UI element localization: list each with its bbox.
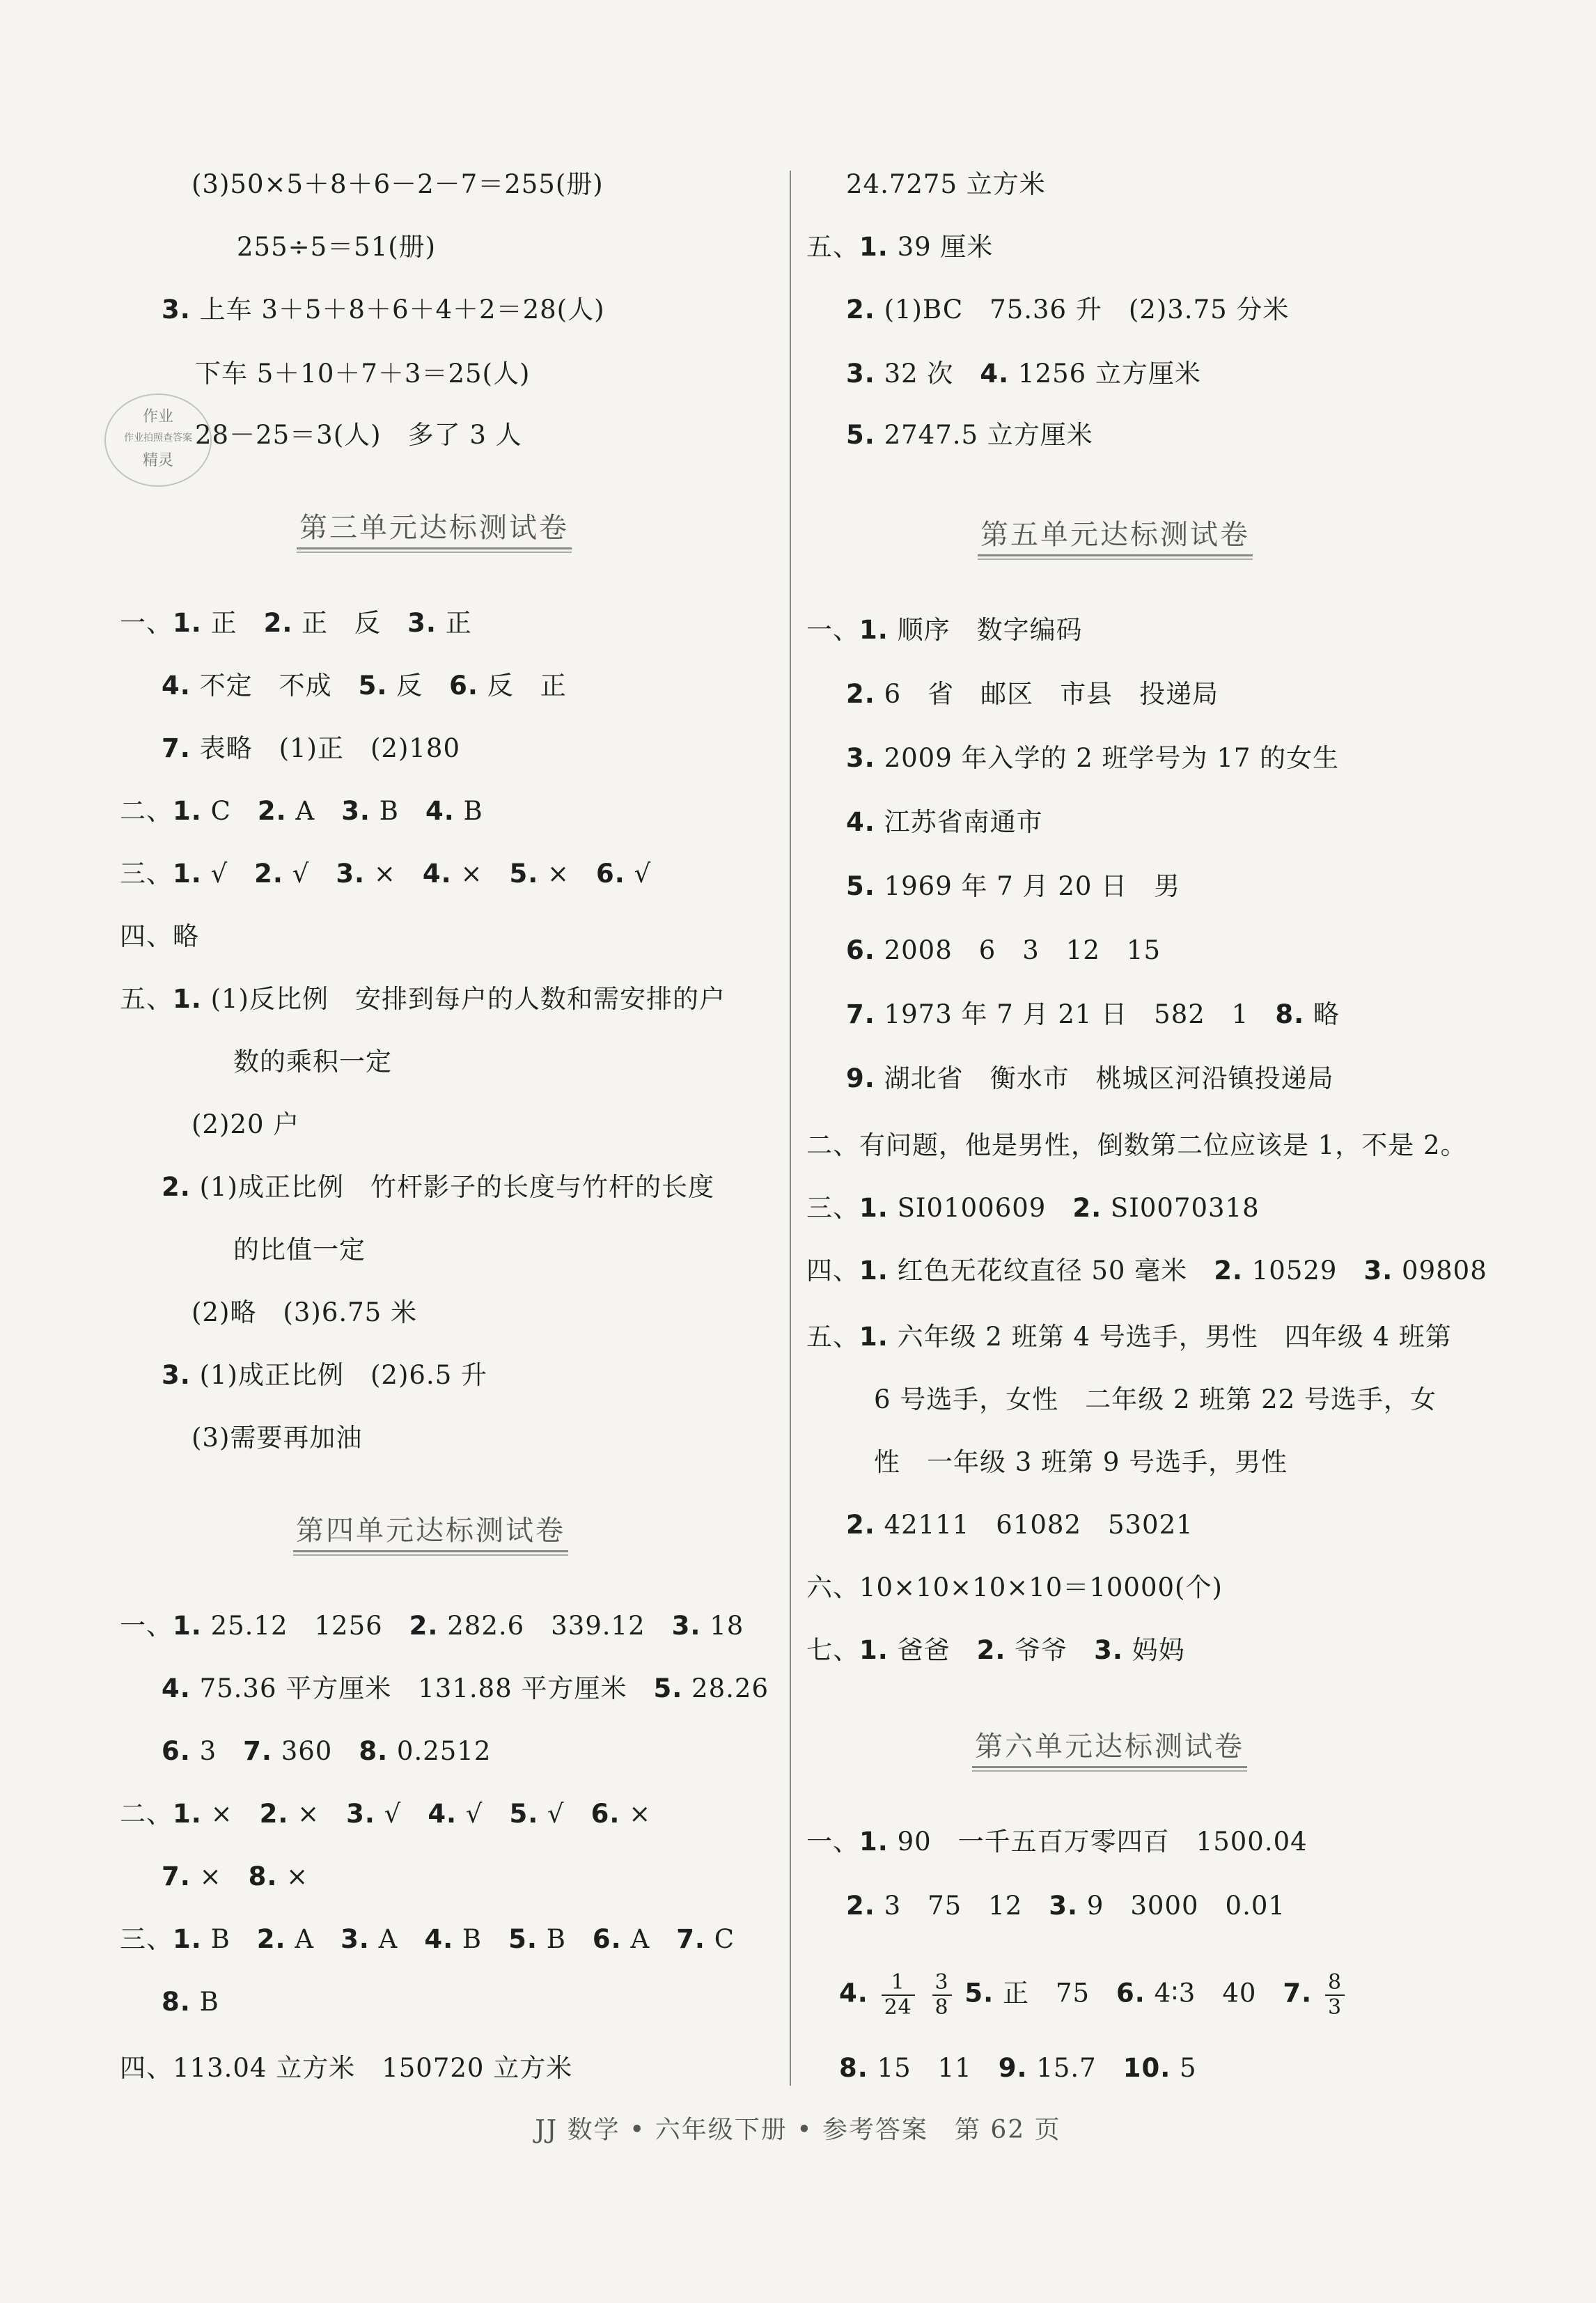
section-title-unit3: 第三单元达标测试卷	[299, 508, 569, 547]
unit4-part4: 四、113.04 立方米 150720 立方米	[120, 2053, 573, 2083]
u3-row: 三、1. √ 2. √ 3. × 4. × 5. × 6. √	[120, 859, 652, 889]
u3-row: 二、1. C 2. A 3. B 4. B	[120, 796, 483, 826]
section-title-unit5: 第五单元达标测试卷	[980, 515, 1250, 554]
u4-row: 4. 75.36 平方厘米 131.88 平方厘米 5. 28.26	[162, 1673, 769, 1703]
u5-row: 5. 1969 年 7 月 20 日 男	[846, 871, 1181, 901]
u5-row: 6. 2008 6 3 12 15	[846, 935, 1161, 965]
u3-row: 4. 不定 不成 5. 反 6. 反 正	[162, 671, 567, 701]
unit5-part6: 六、10×10×10×10＝10000(个)	[806, 1572, 1223, 1602]
right-line-4: 3. 32 次 4. 1256 立方厘米	[846, 359, 1201, 389]
unit5-part5-line2: 6 号选手，女性 二年级 2 班第 22 号选手，女	[874, 1384, 1437, 1414]
unit3-part5-line4: 2. (1)成正比例 竹杆影子的长度与竹杆的长度	[162, 1172, 714, 1202]
u5-row: 2. 6 省 邮区 市县 投递局	[846, 679, 1219, 709]
right-line-1: 24.7275 立方米	[846, 169, 1046, 199]
u5c-row: 2. 42111 61082 53021	[846, 1510, 1194, 1540]
unit3-part5-line3: (2)20 户	[191, 1109, 300, 1139]
section-title-unit4: 第四单元达标测试卷	[296, 1511, 565, 1550]
section-title-unit6: 第六单元达标测试卷	[975, 1727, 1244, 1766]
fraction-8-3: $\frac{8}{3}$	[1325, 1971, 1345, 2020]
unit3-part4: 四、略	[120, 921, 199, 951]
unit3-part5-line6: (2)略 (3)6.75 米	[191, 1297, 417, 1327]
left-line-1: (3)50×5＋8＋6－2－7＝255(册)	[191, 169, 604, 199]
unit3-part5-line5: 的比值一定	[233, 1235, 366, 1265]
u4-row: 8. B	[162, 1987, 219, 2017]
unit3-part5-line8: (3)需要再加油	[191, 1423, 363, 1453]
u5b-row: 四、1. 红色无花纹直径 50 毫米 2. 10529 3. 09808	[806, 1256, 1487, 1286]
left-line-3: 3. 上车 3＋5＋8＋6＋4＋2＝28(人)	[162, 295, 605, 325]
unit6-line-4: 4. $\frac{1}{24}$ $\frac{3}{8}$ 5. 正 75 6. 4∶3 40 7. $\frac{8}{3}$	[839, 1971, 1349, 2020]
u4-row: 6. 3 7. 360 8. 0.2512	[162, 1736, 492, 1766]
u6b-row: 8. 15 11 9. 15.7 10. 5	[839, 2053, 1197, 2083]
right-line-3: 2. (1)BC 75.36 升 (2)3.75 分米	[846, 295, 1290, 325]
left-line-5: 28－25＝3(人) 多了 3 人	[195, 420, 522, 450]
u5-row: 9. 湖北省 衡水市 桃城区河沿镇投递局	[846, 1063, 1334, 1093]
unit3-part5-line2: 数的乘积一定	[233, 1047, 392, 1077]
u4-row: 7. × 8. ×	[162, 1861, 309, 1891]
u6-row: 一、1. 90 一千五百万零四百 1500.04	[806, 1827, 1308, 1857]
u4-row: 一、1. 25.12 1256 2. 282.6 339.12 3. 18	[120, 1611, 744, 1641]
u4-row: 二、1. × 2. × 3. √ 4. √ 5. √ 6. ×	[120, 1799, 652, 1829]
u5b-row: 三、1. SI0100609 2. SI0070318	[806, 1193, 1260, 1223]
unit5-part2: 二、有问题，他是男性，倒数第二位应该是 1，不是 2。	[806, 1130, 1467, 1160]
watermark-stamp: 作业 作业拍照查答案 精灵	[104, 393, 212, 487]
left-line-4: 下车 5＋10＋7＋3＝25(人)	[195, 359, 531, 389]
fraction-3-8: $\frac{3}{8}$	[932, 1971, 952, 2020]
right-line-2: 五、1. 39 厘米	[806, 232, 994, 262]
unit3-part5-line1: 五、1. (1)反比例 安排到每户的人数和需安排的户	[120, 984, 726, 1014]
u6-row: 2. 3 75 12 3. 9 3000 0.01	[846, 1891, 1285, 1921]
u5d-row: 七、1. 爸爸 2. 爷爷 3. 妈妈	[806, 1635, 1185, 1665]
u3-row: 一、1. 正 2. 正 反 3. 正	[120, 608, 472, 638]
u5-row: 7. 1973 年 7 月 21 日 582 1 8. 略	[846, 999, 1340, 1029]
u3-row: 7. 表略 (1)正 (2)180	[162, 733, 461, 763]
fraction-1-24: $\frac{1}{24}$	[882, 1971, 915, 2020]
u5-row: 一、1. 顺序 数字编码	[806, 615, 1083, 645]
left-line-2: 255÷5＝51(册)	[237, 232, 437, 262]
column-divider	[790, 171, 791, 2086]
u5-row: 3. 2009 年入学的 2 班学号为 17 的女生	[846, 743, 1340, 773]
page-footer: JJ 数学 • 六年级下册 • 参考答案 第 62 页	[535, 2116, 1061, 2144]
u5-row: 4. 江苏省南通市	[846, 807, 1043, 837]
u4-row: 三、1. B 2. A 3. A 4. B 5. B 6. A 7. C	[120, 1924, 735, 1954]
unit3-part5-line7: 3. (1)成正比例 (2)6.5 升	[162, 1360, 487, 1390]
u5b-row: 五、1. 六年级 2 班第 4 号选手，男性 四年级 4 班第	[806, 1322, 1452, 1352]
right-line-5: 5. 2747.5 立方厘米	[846, 420, 1093, 450]
unit5-part5-line3: 性 一年级 3 班第 9 号选手，男性	[874, 1447, 1288, 1477]
